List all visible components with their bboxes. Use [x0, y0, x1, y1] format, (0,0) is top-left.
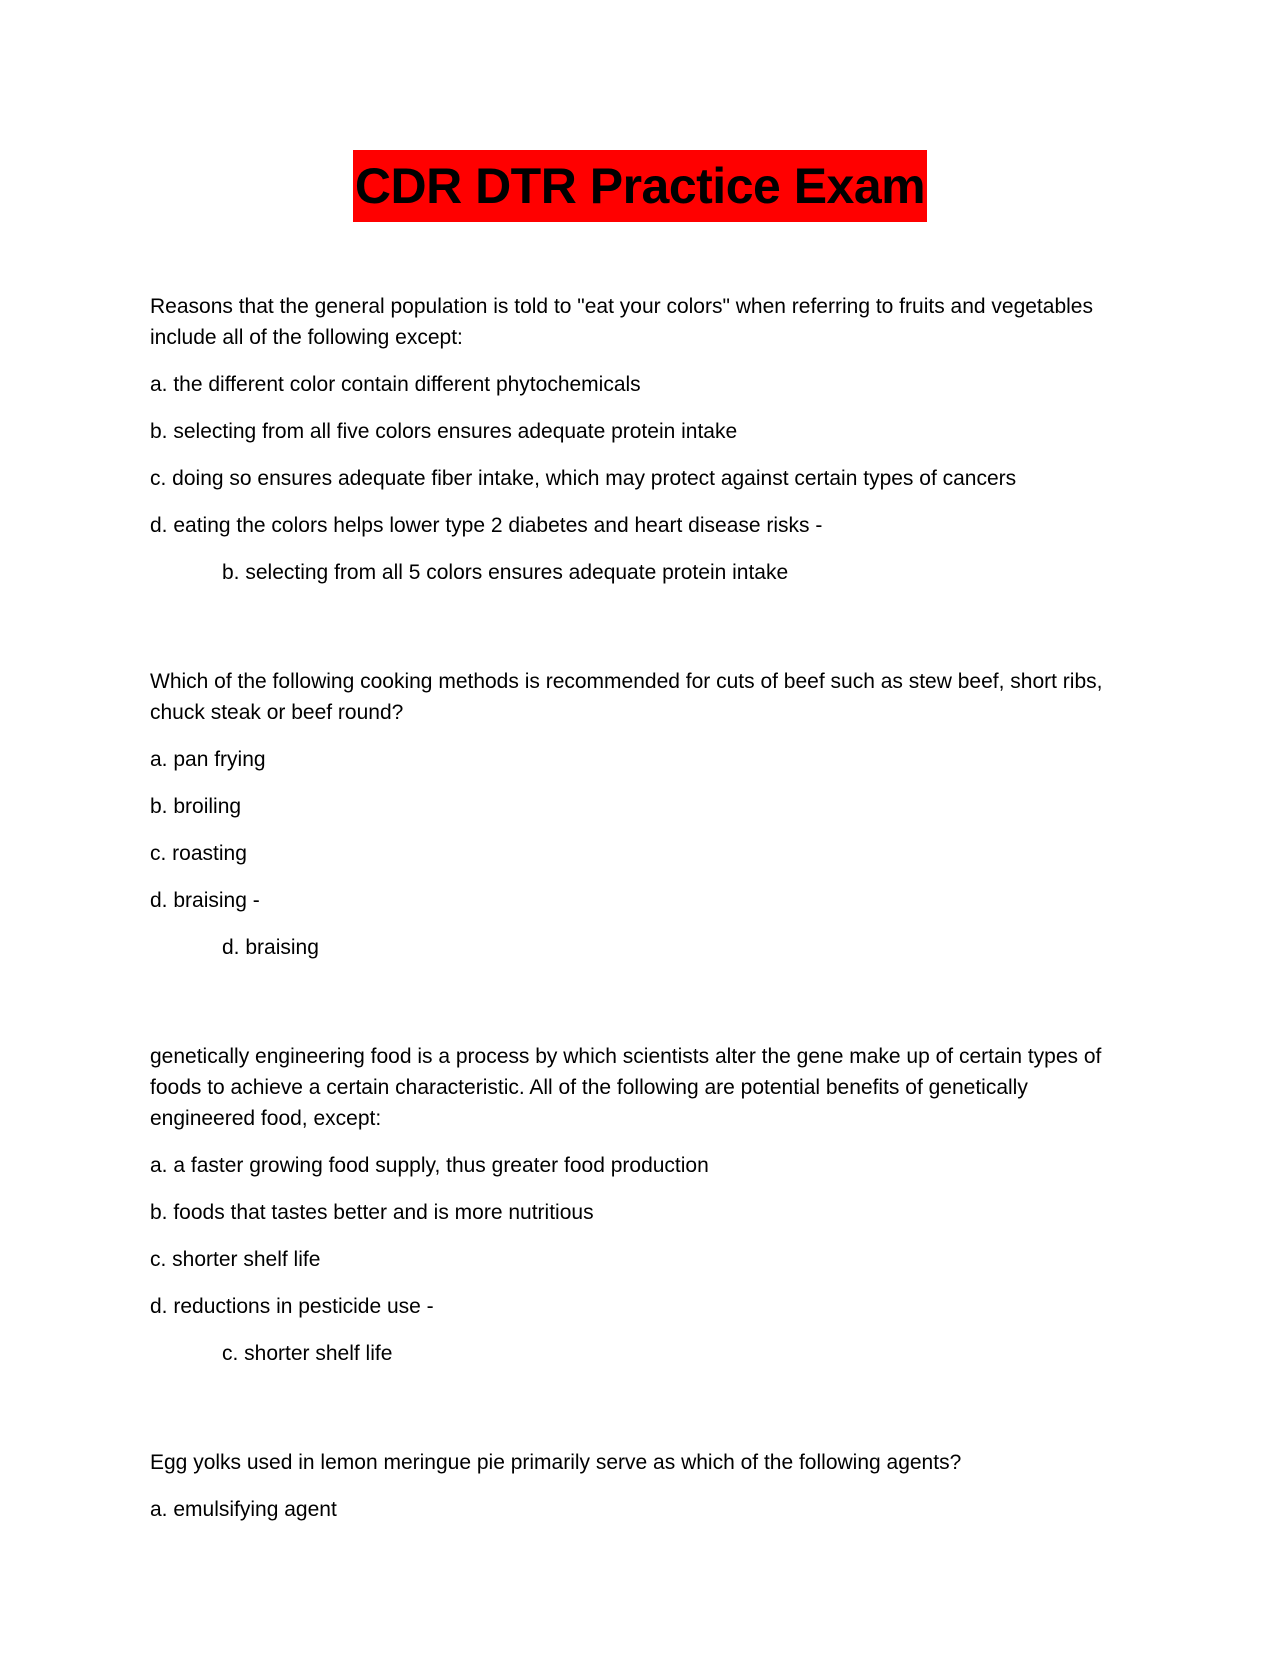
question-option: a. emulsifying agent — [150, 1498, 337, 1521]
question-answer: c. shorter shelf life — [222, 1342, 393, 1365]
question-option: d. eating the colors helps lower type 2 diabetes and heart disease risks - — [150, 514, 823, 537]
question-1 — [150, 291, 1130, 588]
question-2 — [150, 666, 1130, 963]
spacer — [150, 963, 1130, 1041]
question-option: b. foods that tastes better and is more nutritious — [150, 1201, 594, 1224]
question-option: d. braising - — [150, 889, 260, 912]
question-option: a. the different color contain different phytochemicals — [150, 373, 641, 396]
questions-list — [150, 291, 1130, 1541]
question-answer: b. selecting from all 5 colors ensures adequate protein intake — [222, 561, 789, 584]
question-stem: genetically engineering food is a process by which scientists alter the gene make up of certain types of foods to achieve a certain characteristic. All of the following are potential benefits of genetically engineered food, except: — [150, 1045, 1102, 1130]
question-option: a. a faster growing food supply, thus greater food production — [150, 1154, 709, 1177]
question-3 — [150, 1041, 1130, 1369]
question-option: c. doing so ensures adequate fiber intake, which may protect against certain types of cancers — [150, 467, 1017, 490]
question-option: a. pan frying — [150, 748, 266, 771]
question-option: d. reductions in pesticide use - — [150, 1295, 434, 1318]
question-option: b. selecting from all five colors ensures adequate protein intake — [150, 420, 738, 443]
question-option: b. broiling — [150, 795, 242, 818]
question-stem: Egg yolks used in lemon meringue pie primarily serve as which of the following agents? — [150, 1451, 962, 1474]
question-4 — [150, 1447, 1130, 1525]
question-option: c. roasting — [150, 842, 247, 865]
page-title: CDR DTR Practice Exam — [353, 150, 927, 222]
question-option: c. shorter shelf life — [150, 1248, 321, 1271]
spacer — [150, 1369, 1130, 1447]
question-stem: Which of the following cooking methods is recommended for cuts of beef such as stew beef, short ribs, chuck steak or beef round? — [150, 670, 1103, 724]
question-answer: d. braising — [222, 936, 319, 959]
question-stem: Reasons that the general population is told to "eat your colors" when referring to fruits and vegetables include all of the following except: — [150, 295, 1093, 349]
spacer — [150, 588, 1130, 666]
title-container — [0, 150, 1280, 222]
